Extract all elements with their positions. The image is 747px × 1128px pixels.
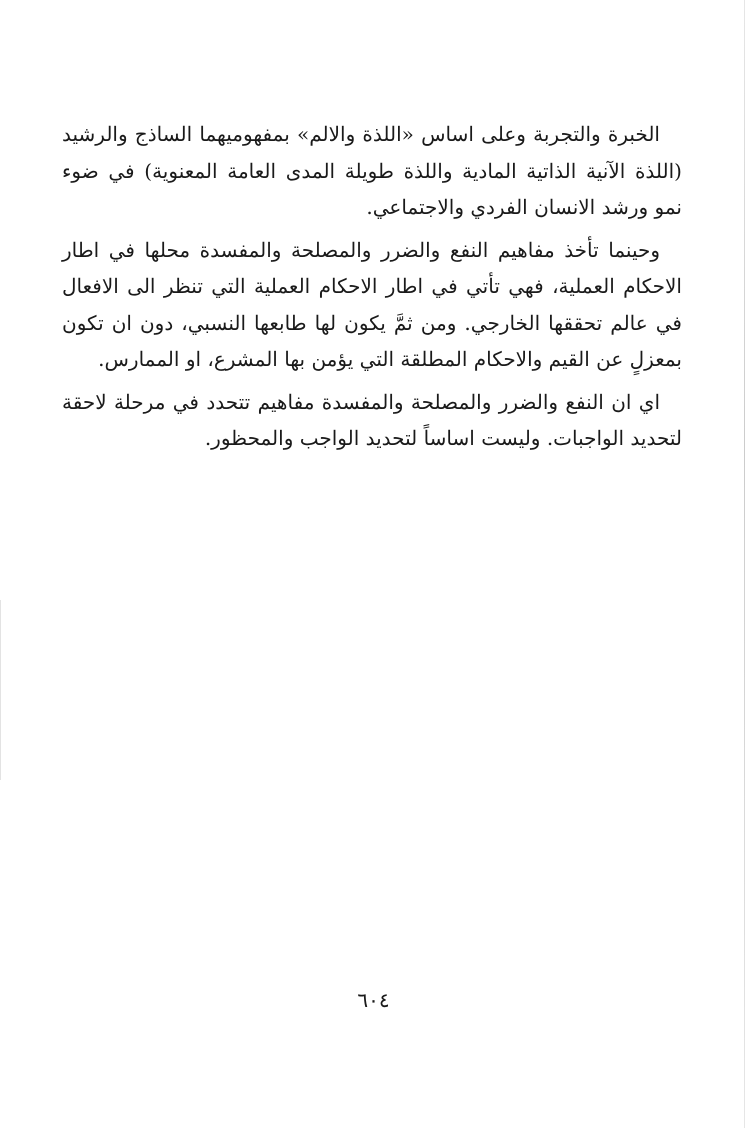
- paragraph-2: وحينما تأخذ مفاهيم النفع والضرر والمصلحة والمفسدة محلها في اطار الاحكام العملية، فهي تأتي في اطار الاحكام العملية التي تنظر الى الافعال في عالم تحققها الخارجي. ومن ثمَّ يكون لها طابعها النسبي، دون ان تكون بمعزلٍ عن القيم والاحكام المطلقة التي يؤمن بها المشرع، او الممارس.: [62, 237, 682, 371]
- paragraph-3: اي ان النفع والضرر والمصلحة والمفسدة مفاهيم تتحدد في مرحلة لاحقة لتحديد الواجبات. وليست اساساً لتحديد الواجب والمحظور.: [62, 389, 682, 450]
- body-text: [62, 116, 682, 457]
- scan-edge-left: [0, 600, 1, 780]
- page-number: ٦٠٤: [357, 988, 390, 1012]
- scan-edge-right: [744, 0, 745, 1128]
- paragraph-1: الخبرة والتجربة وعلى اساس «اللذة والالم» بمفهوميهما الساذج والرشيد (اللذة الآنية الذاتية المادية واللذة طويلة المدى العامة المعنوية) في ضوء نمو ورشد الانسان الفردي والاجتماعي.: [62, 122, 682, 219]
